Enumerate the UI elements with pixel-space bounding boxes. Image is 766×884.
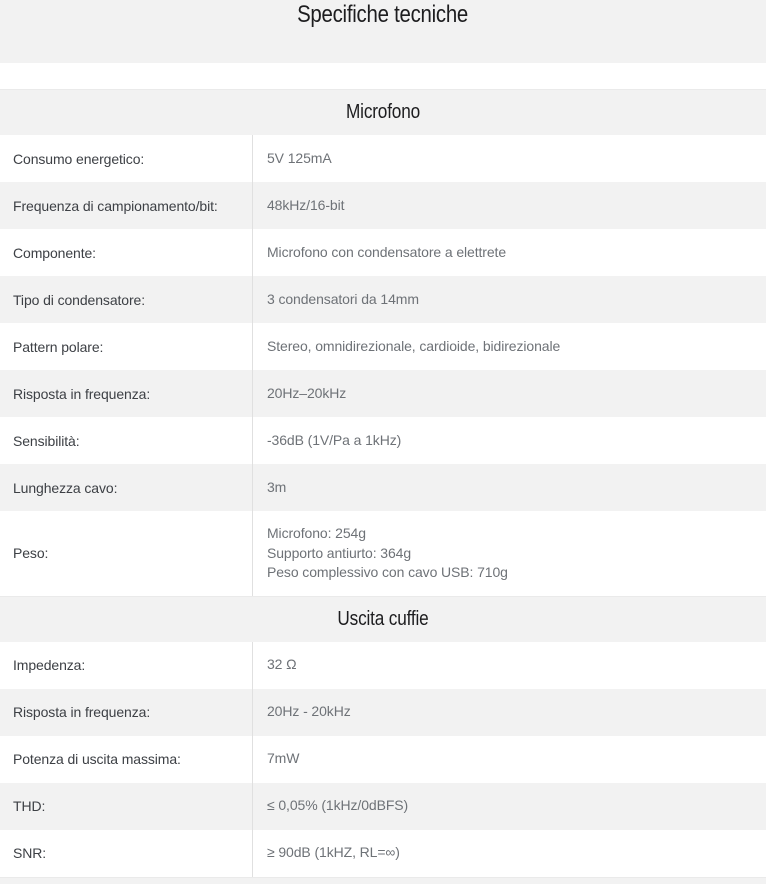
section-header-uscita-cuffie [0, 596, 766, 642]
spec-label: Potenza di uscita massima: [13, 751, 181, 767]
spec-label-cell [0, 783, 253, 830]
spec-value-cell [253, 642, 766, 689]
spec-row [0, 229, 766, 276]
spec-row [0, 323, 766, 370]
spec-label-cell [0, 323, 253, 370]
spec-value: 32 Ω [267, 656, 297, 673]
spec-value: 5V 125mA [267, 149, 332, 166]
spec-value: Stereo, omnidirezionale, cardioide, bidirezionale [267, 337, 561, 354]
spec-value-cell [253, 276, 766, 323]
spec-value-cell [253, 135, 766, 182]
spec-value-cell [253, 689, 766, 736]
spec-row [0, 417, 766, 464]
spec-row [0, 830, 766, 877]
spec-table [0, 89, 766, 877]
spec-row [0, 689, 766, 736]
spec-label-cell [0, 135, 253, 182]
page-title: Specifiche tecniche [297, 1, 469, 28]
spec-label-cell [0, 229, 253, 276]
spec-label-cell [0, 417, 253, 464]
spec-label: Peso: [13, 545, 49, 562]
spec-row [0, 511, 766, 596]
spec-label: Sensibilità: [13, 432, 80, 449]
spec-label: Pattern polare: [13, 338, 104, 355]
spec-row [0, 464, 766, 511]
spec-value: Supporto antiurto: 364g [267, 544, 412, 561]
section-title: Microfono [346, 101, 420, 123]
spec-value: 48kHz/16-bit [267, 196, 345, 213]
spec-label: THD: [13, 798, 46, 814]
spec-label: Impedenza: [13, 657, 86, 673]
section-title: Uscita cuffie [337, 607, 429, 630]
spec-label-cell [0, 736, 253, 783]
spec-value-cell [253, 417, 766, 464]
spec-value-cell [253, 182, 766, 229]
spec-value: 3 condensatori da 14mm [267, 290, 419, 307]
spec-label-cell [0, 370, 253, 417]
spec-label: Risposta in frequenza: [13, 385, 151, 402]
spec-label-cell [0, 511, 253, 596]
spec-value-cell [253, 783, 766, 830]
spec-value: 20Hz - 20kHz [267, 703, 351, 720]
spec-value: 20Hz–20kHz [267, 384, 347, 401]
spec-value: 7mW [267, 750, 300, 767]
spec-value: Microfono: 254g [267, 525, 366, 541]
next-section-cutoff [0, 877, 766, 884]
spec-label-cell [0, 689, 253, 736]
spec-value: Peso complessivo con cavo USB: 710g [267, 564, 508, 580]
spec-value: ≥ 90dB (1kHZ, RL=∞) [267, 844, 400, 861]
spec-value-cell [253, 830, 766, 877]
spec-label-cell [0, 276, 253, 323]
spec-label: Consumo energetico: [13, 150, 145, 167]
title-table-spacer [0, 63, 766, 89]
spec-label: Lunghezza cavo: [13, 479, 118, 496]
spec-value-cell [253, 229, 766, 276]
spec-label-cell [0, 642, 253, 689]
spec-label: Componente: [13, 244, 96, 261]
spec-label: Frequenza di campionamento/bit: [13, 197, 218, 214]
spec-row [0, 370, 766, 417]
spec-value: 3m [267, 478, 287, 495]
spec-value: Microfono con condensatore a elettrete [267, 243, 507, 260]
spec-label: Risposta in frequenza: [13, 704, 151, 720]
spec-row [0, 642, 766, 689]
spec-label-cell [0, 464, 253, 511]
spec-value-cell [253, 323, 766, 370]
page-title-bar [0, 0, 766, 63]
spec-row [0, 276, 766, 323]
spec-row [0, 182, 766, 229]
spec-row [0, 736, 766, 783]
spec-value-cell [253, 736, 766, 783]
spec-label-cell [0, 830, 253, 877]
spec-value-cell [253, 464, 766, 511]
spec-label: Tipo di condensatore: [13, 291, 146, 308]
spec-value: ≤ 0,05% (1kHz/0dBFS) [267, 797, 409, 814]
section-header-microfono [0, 89, 766, 135]
spec-label-cell [0, 182, 253, 229]
spec-row [0, 135, 766, 182]
spec-row [0, 783, 766, 830]
spec-value-cell [253, 370, 766, 417]
spec-value: -36dB (1V/Pa a 1kHz) [267, 431, 402, 448]
spec-value-cell [253, 511, 766, 596]
spec-label: SNR: [13, 845, 47, 861]
